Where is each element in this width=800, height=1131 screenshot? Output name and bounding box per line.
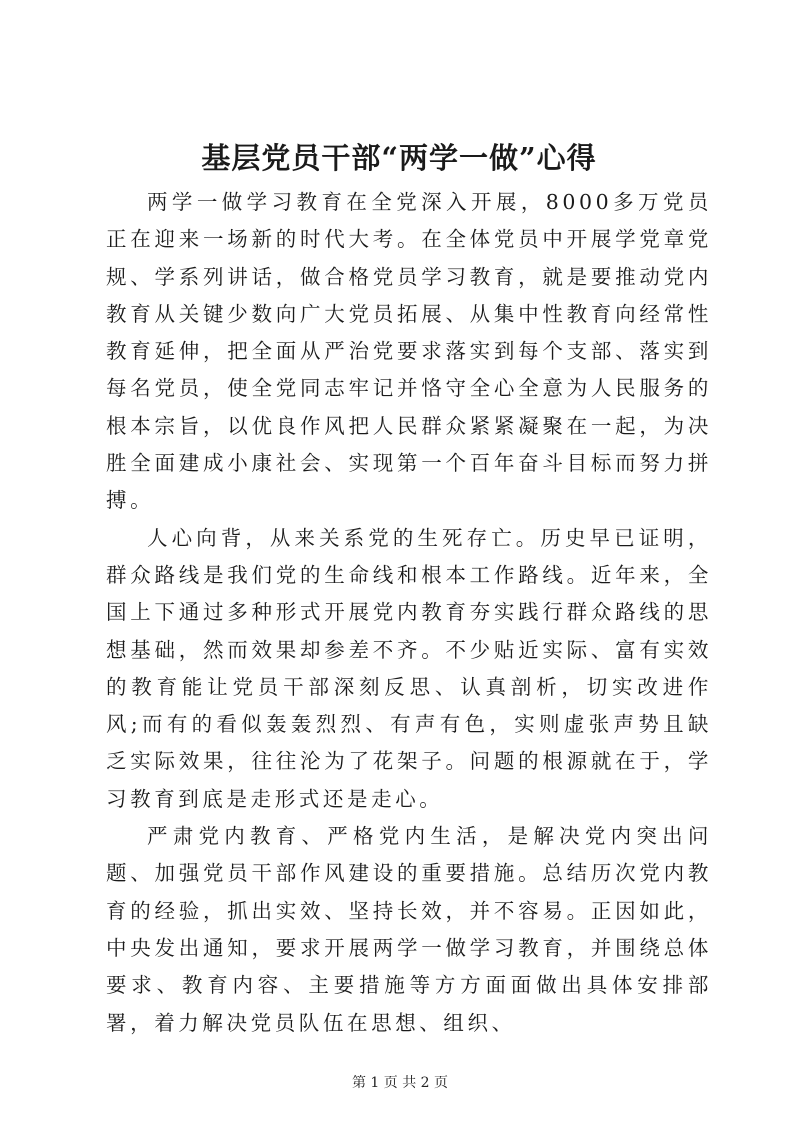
page-number-footer: 第 1 页 共 2 页 [351,1075,449,1091]
document-title: 基层党员干部“两学一做”心得 [201,141,597,175]
paragraph-1: 两学一做学习教育在全党深入开展，8000多万党员正在迎来一场新的时代大考。在全体党员中开展学党章党规、学系列讲话，做合格党员学习教育，就是要推动党内教育从关键少数向广大党员拓展、从集中性教育向经常性教育延伸，把全面从严治党要求落实到每个支部、落实到每名党员，使全党同志牢记并恪守全心全意为人民服务的根本宗旨，以优良作风把人民群众紧紧凝聚在一起，为决胜全面建成小康社会、实现第一个百年奋斗目标而努力拼搏。 [106,190,712,513]
paragraph-3: 严肃党内教育、严格党内生活，是解决党内突出问题、加强党员干部作风建设的重要措施。总结历次党内教育的经验，抓出实效、坚持长效，并不容易。正因如此，中央发出通知，要求开展两学一做学习教育，并围绕总体要求、教育内容、主要措施等方方面面做出具体安排部署，着力解决党员队伍在思想、组织、 [106,824,712,1035]
paragraph-2: 人心向背，从来关系党的生死存亡。历史早已证明，群众路线是我们党的生命线和根本工作路线。近年来，全国上下通过多种形式开展党内教育夯实践行群众路线的思想基础，然而效果却参差不齐。不少贴近实际、富有实效的教育能让党员干部深刻反思、认真剖析，切实改进作风;而有的看似轰轰烈烈、有声有色，实则虚张声势且缺乏实际效果，往往沦为了花架子。问题的根源就在于，学习教育到底是走形式还是走心。 [106,525,712,811]
